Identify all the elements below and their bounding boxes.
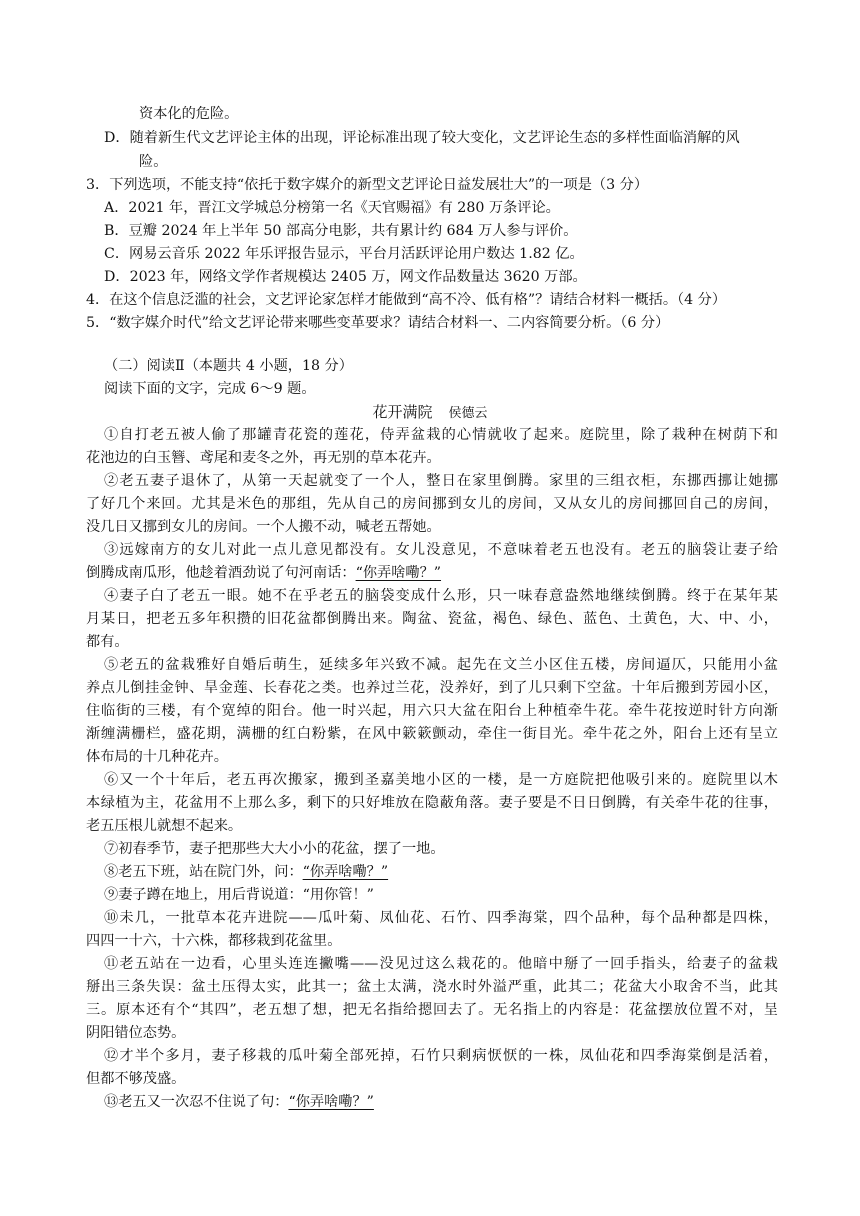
paragraph-3-line-2 bbox=[86, 563, 441, 583]
paragraph-3-quote: “你弄啥嘞？” bbox=[355, 565, 442, 581]
paragraph-2-line-1: ②老五妻子退休了，从第一天起就变了一个人，整日在家里倒腾。家里的三组衣柜，东挪西挪让她挪 bbox=[104, 473, 778, 489]
q3-stem: 3．下列选项，不能支持“依托于数字媒介的新型文艺评论日益发展壮大”的一项是（3 分） bbox=[86, 177, 649, 193]
paragraph-11-line-2: 掰出三条失误：盆土压得太实，此其一；盆土太满，浇水时外溢严重，此其二；花盆大小取舍不当，此其 bbox=[86, 979, 778, 995]
paragraph-4-line-1: ④妻子白了老五一眼。她不在乎老五的脑袋变成什么形，只一味春意盎然地继续倒腾。终于在某年某 bbox=[104, 588, 778, 604]
paragraph-9: ⑨妻子蹲在地上，用后背说道：“用你管！” bbox=[104, 887, 374, 903]
paragraph-5-line-2: 养点儿倒挂金钟、旱金莲、长春花之类。也养过兰花，没养好，到了儿只剩下空盆。十年后搬到芳园小区， bbox=[86, 680, 778, 696]
paragraph-4-line-2: 月某日，把老五多年积攒的旧花盆都倒腾出来。陶盆、瓷盆，褐色、绿色、蓝色、土黄色，大、中、小， bbox=[86, 611, 778, 627]
q3-option-d: D．2023 年，网络文学作者规模达 2405 万，网文作品数量达 3620 万部。 bbox=[104, 269, 587, 285]
passage-author: 侯德云 bbox=[448, 406, 488, 421]
paragraph-8-quote: “你弄啥嘞？” bbox=[302, 864, 389, 880]
paragraph-10-line-1: ⑩未几，一批草本花卉进院——瓜叶菊、凤仙花、石竹、四季海棠，四个品种，每个品种都是四株， bbox=[104, 910, 778, 926]
section2-instruction: 阅读下面的文字，完成 6～9 题。 bbox=[104, 381, 316, 397]
paragraph-5-line-4: 渐缠满栅栏，盛花期，满栅的红白粉紫，在风中簌簌颤动，牵住一街目光。牵牛花之外，阳台上还有呈立 bbox=[86, 726, 778, 742]
q2-option-d-line2: 险。 bbox=[139, 154, 168, 170]
section2-header: （二）阅读Ⅱ（本题共 4 小题，18 分） bbox=[104, 358, 353, 374]
paragraph-3-line-1: ③远嫁南方的女儿对此一点儿意见都没有。女儿没意见，不意味着老五也没有。老五的脑袋让妻子给 bbox=[104, 542, 778, 558]
paragraph-1-line-2: 花池边的白玉簪、鸢尾和麦冬之外，再无别的草本花卉。 bbox=[86, 450, 441, 466]
paragraph-13 bbox=[104, 1092, 374, 1112]
q3-option-c: C．网易云音乐 2022 年乐评报告显示，平台月活跃评论用户数达 1.82 亿。 bbox=[104, 246, 584, 262]
paragraph-8-text: ⑧老五下班，站在院门外，问： bbox=[104, 864, 303, 880]
q3-option-b: B．豆瓣 2024 年上半年 50 部高分电影，共有累计约 684 万人参与评价。 bbox=[104, 223, 578, 239]
paragraph-2-line-2: 了好几个来回。尤其是米色的那组，先从自己的房间挪到女儿的房间，又从女儿的房间挪回自己的房间， bbox=[86, 496, 778, 512]
paragraph-5-line-1: ⑤老五的盆栽雅好自婚后萌生，延续多年兴致不减。起先在文兰小区住五楼，房间逼仄，只能用小盆 bbox=[104, 657, 778, 673]
paragraph-8 bbox=[104, 862, 388, 882]
paragraph-12-line-2: 但都不够茂盛。 bbox=[86, 1071, 186, 1087]
paragraph-2-line-3: 没几日又挪到女儿的房间。一个人搬不动，喊老五帮她。 bbox=[86, 519, 441, 535]
q4: 4．在这个信息泛滥的社会，文艺评论家怎样才能做到“高不冷、低有格”？请结合材料一概括。（4 分） bbox=[86, 292, 727, 308]
passage-title-block bbox=[0, 402, 860, 424]
paragraph-11-line-3: 三。原本还有个“其四”，老五想了想，把无名指给摁回去了。无名指上的内容是：花盆摆放位置不对，呈 bbox=[86, 1002, 778, 1018]
paragraph-3-text: 倒腾成南瓜形，他趁着酒劲说了句河南话： bbox=[86, 565, 356, 581]
paragraph-12-line-1: ⑫才半个多月，妻子移栽的瓜叶菊全部死掉，石竹只剩病恹恹的一株，凤仙花和四季海棠倒是活着， bbox=[104, 1048, 778, 1064]
paragraph-4-line-3: 都有。 bbox=[86, 634, 129, 650]
q5: 5．“数字媒介时代”给文艺评论带来哪些变革要求？请结合材料一、二内容简要分析。（6 分） bbox=[86, 315, 670, 331]
paragraph-11-line-4: 阴阳错位态势。 bbox=[86, 1025, 186, 1041]
paragraph-6-line-1: ⑥又一个十年后，老五再次搬家，搬到圣嘉美地小区的一楼，是一方庭院把他吸引来的。庭院里以木 bbox=[104, 772, 778, 788]
paragraph-5-line-5: 体布局的十几种花卉。 bbox=[86, 749, 228, 765]
paragraph-13-quote: “你弄啥嘞？” bbox=[288, 1094, 374, 1110]
paragraph-1-line-1: ①自打老五被人偷了那罐青花瓷的莲花，侍弄盆栽的心情就收了起来。庭院里，除了栽种在树荫下和 bbox=[104, 427, 778, 443]
paragraph-5-line-3: 住临街的三楼，有个宽绰的阳台。他一时兴起，用六只大盆在阳台上种植牵牛花。牵牛花按逆时针方向渐 bbox=[86, 703, 778, 719]
paragraph-13-text: ⑬老五又一次忍不住说了句： bbox=[104, 1094, 289, 1110]
passage-title: 花开满院 bbox=[372, 403, 433, 421]
q3-option-a: A．2021 年，晋江文学城总分榜第一名《天官赐福》有 280 万条评论。 bbox=[104, 200, 560, 216]
q2-option-c-tail: 资本化的危险。 bbox=[139, 106, 239, 122]
paragraph-11-line-1: ⑪老五站在一边看，心里头连连撇嘴——没见过这么栽花的。他暗中掰了一回手指头，给妻子的盆栽 bbox=[104, 956, 778, 972]
paragraph-6-line-3: 老五压根儿就想不起来。 bbox=[86, 818, 243, 834]
paragraph-6-line-2: 本绿植为主，花盆用不上那么多，剩下的只好堆放在隐蔽角落。妻子要是不日日倒腾，有关牵牛花的往事， bbox=[86, 795, 778, 811]
q2-option-d-line1: D．随着新生代文艺评论主体的出现，评论标准出现了较大变化，文艺评论生态的多样性面临消解的风 bbox=[104, 130, 740, 146]
paragraph-7: ⑦初春季节，妻子把那些大大小小的花盆，摆了一地。 bbox=[104, 841, 445, 857]
paragraph-10-line-2: 四四一十六，十六株，都移栽到花盆里。 bbox=[86, 933, 342, 949]
